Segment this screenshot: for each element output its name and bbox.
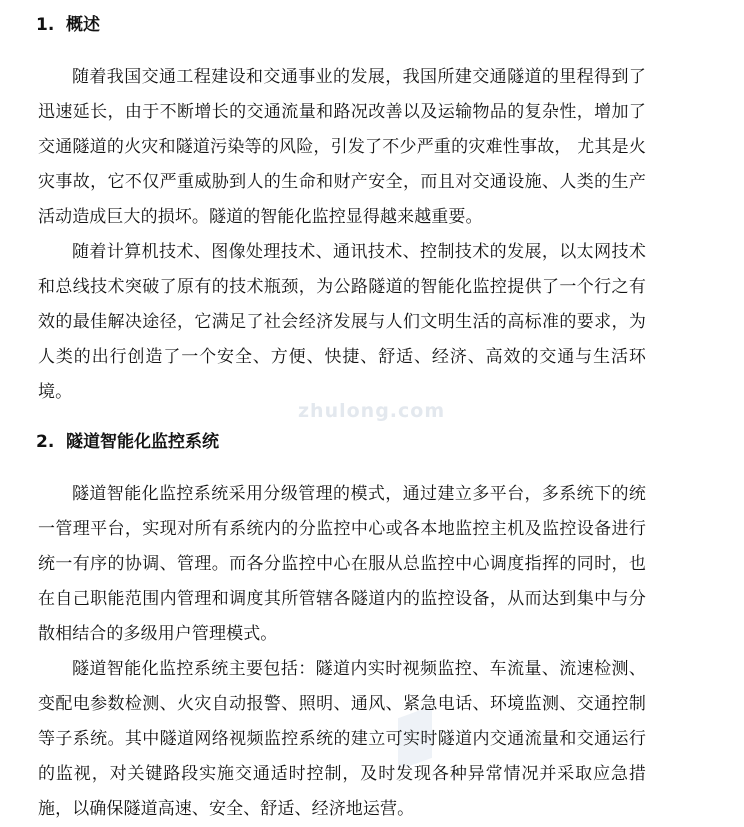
section-heading-2 xyxy=(36,432,219,452)
paragraph-2: 随着计算机技术、图像处理技术、通讯技术、控制技术的发展，以太网技术和总线技术突破了原有的技术瓶颈，为公路隧道的智能化监控提供了一个行之有效的最佳解决途径，它满足了社会经济发展与人们文明生活的高标准的要求，为人类的出行创造了一个安全、方便、快捷、舒适、经济、高效的交通与生活环境。 xyxy=(38,242,646,402)
paragraph-3: 隧道智能化监控系统采用分级管理的模式，通过建立多平台，多系统下的统一管理平台，实现对所有系统内的分监控中心或各本地监控主机及监控设备进行统一有序的协调、管理。而各分监控中心在服从总监控中心调度指挥的同时，也在自己职能范围内管理和调度其所管辖各隧道内的监控设备，从而达到集中与分散相结合的多级用户管理模式。 xyxy=(38,484,646,644)
section-heading-1 xyxy=(36,15,100,35)
section-title: 概述 xyxy=(66,15,100,35)
paragraph-1: 随着我国交通工程建设和交通事业的发展，我国所建交通隧道的里程得到了迅速延长，由于不断增长的交通流量和路况改善以及运输物品的复杂性，增加了交通隧道的火灾和隧道污染等的风险，引发了不少严重的灾难性事故， 尤其是火灾事故，它不仅严重威胁到人的生命和财产安全，而且对交通设施、人类的生产活动造成巨大的损坏。隧道的智能化监控显得越来越重要。 xyxy=(38,67,646,227)
section-number: 2. xyxy=(36,432,55,452)
section-title: 隧道智能化监控系统 xyxy=(66,432,219,452)
paragraph-4: 隧道智能化监控系统主要包括：隧道内实时视频监控、车流量、流速检测、变配电参数检测、火灾自动报警、照明、通风、紧急电话、环境监测、交通控制等子系统。其中隧道网络视频监控系统的建立可实时隧道内交通流量和交通运行的监视，对关键路段实施交通适时控制，及时发现各种异常情况并采取应急措施，以确保隧道高速、安全、舒适、经济地运营。 xyxy=(38,659,646,819)
watermark-text: zhulong.com xyxy=(298,400,446,422)
section-number: 1. xyxy=(36,15,55,35)
